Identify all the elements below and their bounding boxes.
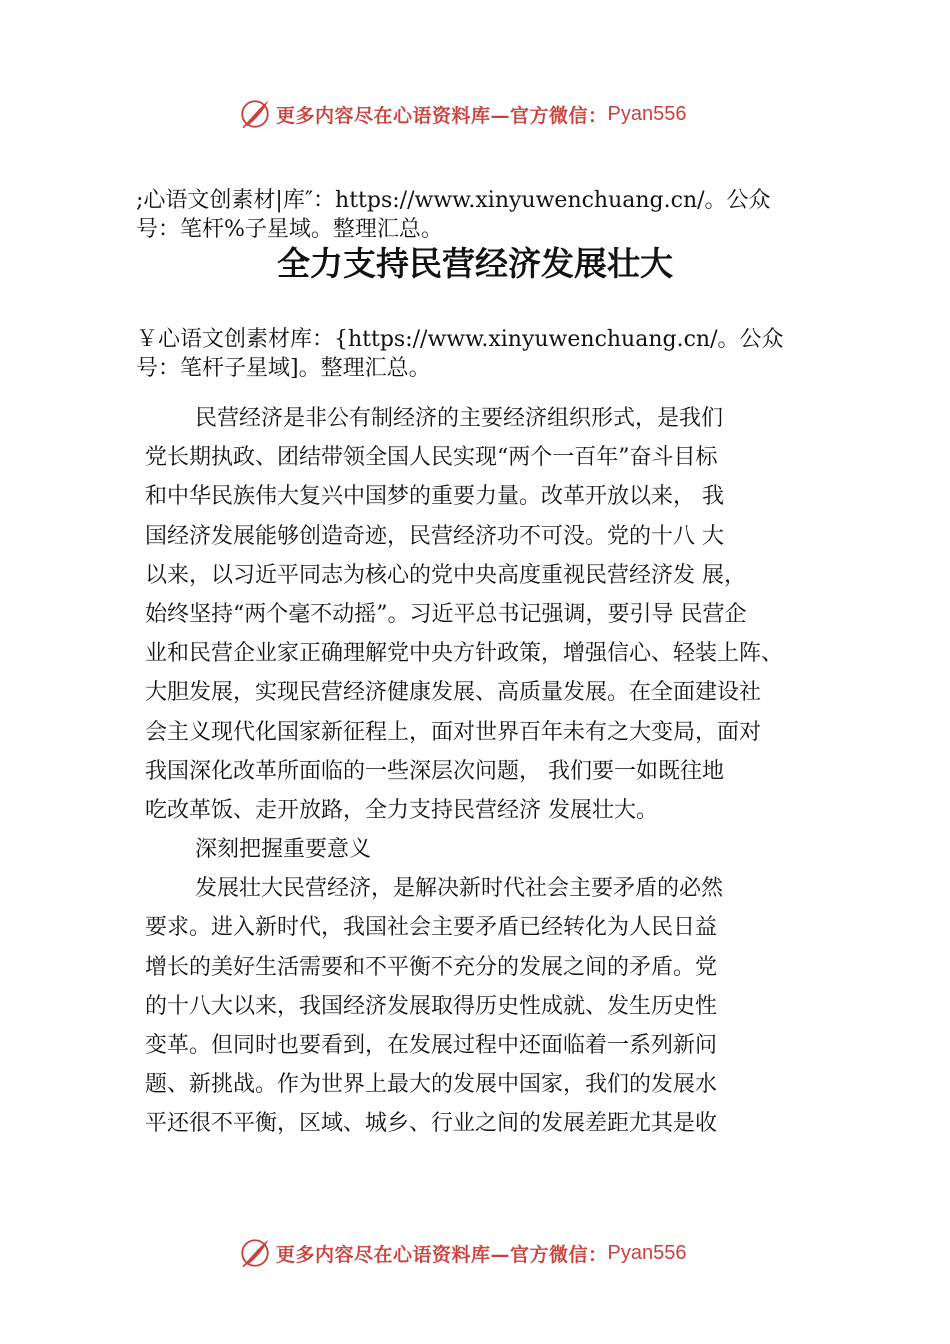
paragraph-line: 要求。进入新时代，我国社会主要矛盾已经转化为人民日益 <box>145 915 718 941</box>
source-note-second <box>136 325 856 383</box>
source-note-top <box>136 186 856 244</box>
source-note-line: ;心语文创素材|库″：https://www.xinyuwenchuang.cn/。公众 <box>136 188 771 213</box>
footer-banner <box>238 1235 686 1271</box>
paragraph-line: 国经济发展能够创造奇迹，民营经济功不可没。党的十八 大 <box>145 523 724 549</box>
paragraph-line: 平还很不平衡，区域、城乡、行业之间的发展差距尤其是收 <box>145 1111 718 1137</box>
paragraph-line: 大胆发展，实现民营经济健康发展、高质量发展。在全面建设社 <box>145 680 762 706</box>
banner-text: 更多内容尽在心语资料库—官方微信： <box>276 1243 608 1266</box>
paragraph-line: 发展壮大民营经济，是解决新时代社会主要矛盾的必然 <box>195 876 724 902</box>
paragraph-line: 我国深化改革所面临的一些深层次问题， 我们要一如既往地 <box>145 758 724 784</box>
paragraph-line: 题、新挑战。作为世界上最大的发展中国家，我们的发展水 <box>145 1072 718 1098</box>
paragraph-line: 吃改革饭、走开放路，全力支持民营经济 发展壮大。 <box>145 797 658 823</box>
source-note-line: 号：笔杆子星域]。整理汇总。 <box>136 356 431 381</box>
header-banner <box>238 96 686 132</box>
quill-pen-logo-icon <box>238 97 272 131</box>
paragraph-line: 的十八大以来，我国经济发展取得历史性成就、发生历史性 <box>145 993 718 1019</box>
paragraph-line: 和中华民族伟大复兴中国梦的重要力量。改革开放以来， 我 <box>145 484 724 510</box>
paragraph-line: 党长期执政、团结带领全国人民实现“两个一百年”奋斗目标 <box>145 445 718 471</box>
wechat-id: Pyan556 <box>607 102 687 125</box>
document-title: 全力支持民营经济发展壮大 <box>277 244 673 283</box>
section-heading: 深刻把握重要意义 <box>195 837 372 863</box>
paragraph-line: 业和民营企业家正确理解党中央方针政策，增强信心、轻装上阵、 <box>145 641 784 667</box>
paragraph-line: 民营经济是非公有制经济的主要经济组织形式，是我们 <box>195 406 724 431</box>
paragraph-line: 始终坚持“两个毫不动摇”。习近平总书记强调，要引导 民营企 <box>145 601 747 627</box>
source-note-line: ￥心语文创素材库：{https://www.xinyuwenchuang.cn/。公众 <box>136 327 784 352</box>
paragraph-line: 增长的美好生活需要和不平衡不充分的发展之间的矛盾。党 <box>145 954 718 980</box>
document-body <box>145 399 845 1144</box>
source-note-line: 号：笔杆%子星域。整理汇总。 <box>136 217 443 242</box>
quill-pen-logo-icon <box>238 1236 272 1270</box>
paragraph-line: 以来，以习近平同志为核心的党中央高度重视民营经济发 展， <box>145 562 746 588</box>
banner-text: 更多内容尽在心语资料库—官方微信： <box>276 104 608 127</box>
paragraph-line: 会主义现代化国家新征程上，面对世界百年未有之大变局，面对 <box>145 719 762 745</box>
wechat-id: Pyan556 <box>607 1241 687 1264</box>
paragraph-line: 变革。但同时也要看到，在发展过程中还面临着一系列新问 <box>145 1033 718 1058</box>
